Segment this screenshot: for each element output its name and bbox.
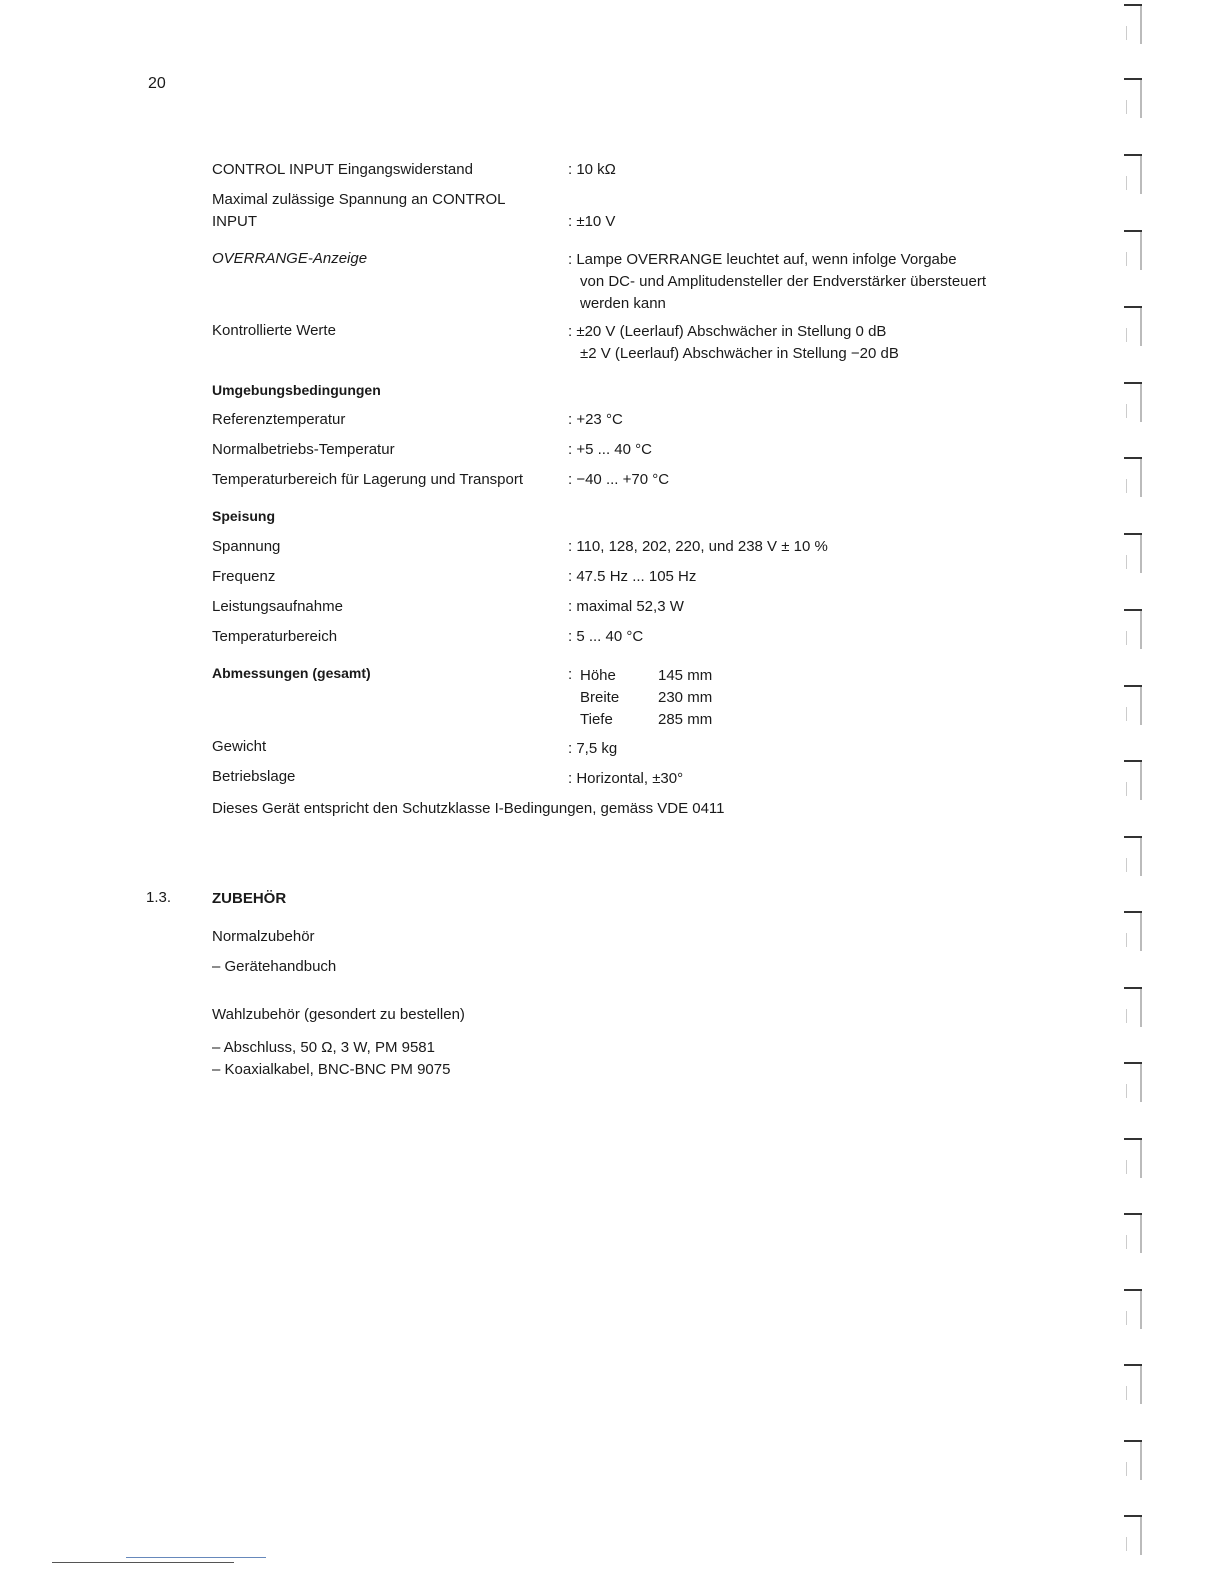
- spec-label-overrange: OVERRANGE-Anzeige: [212, 250, 368, 267]
- spec-label-controlled-values: Kontrollierte Werte: [212, 322, 336, 339]
- power-value-voltage: : 110, 128, 202, 220, und 238 V ± 10 %: [568, 538, 828, 555]
- dimension-value: 145 mm: [658, 667, 713, 684]
- dimension-value: 285 mm: [658, 711, 713, 728]
- spec-value-overrange: [568, 249, 986, 315]
- dimension-name: Breite: [580, 689, 620, 706]
- binding-mark: [1122, 306, 1146, 352]
- binding-mark: [1122, 1138, 1146, 1184]
- overrange-line-1: : Lampe OVERRANGE leuchtet auf, wenn infolge Vorgabe: [568, 251, 957, 268]
- ambient-label-storage-temp: Temperaturbereich für Lagerung und Transport: [212, 471, 524, 488]
- dimension-name: Tiefe: [580, 711, 613, 728]
- footer-rule-accent: [126, 1557, 266, 1558]
- binding-mark: [1122, 760, 1146, 806]
- spec-value-controlled-values: [568, 321, 899, 365]
- binding-mark: [1122, 1213, 1146, 1259]
- power-value-frequency: : 47.5 Hz ... 105 Hz: [568, 568, 697, 585]
- weight-label: Gewicht: [212, 738, 267, 755]
- ambient-value-ref-temp: : +23 °C: [568, 411, 623, 428]
- binding-mark: [1122, 4, 1146, 50]
- spec-label-max-voltage: Maximal zulässige Spannung an CONTROL: [212, 191, 506, 208]
- power-label-frequency: Frequenz: [212, 568, 276, 585]
- binding-mark: [1122, 1440, 1146, 1486]
- weight-value: : 7,5 kg: [568, 740, 618, 757]
- power-label-consumption: Leistungsaufnahme: [212, 598, 343, 615]
- page-number: 20: [148, 75, 166, 92]
- controlled-line-2: ±2 V (Leerlauf) Abschwächer in Stellung −20 dB: [580, 345, 899, 362]
- dimension-row-width: [580, 687, 712, 709]
- compliance-statement: Dieses Gerät entspricht den Schutzklasse I-Bedingungen, gemäss VDE 0411: [212, 800, 725, 817]
- binding-mark: [1122, 230, 1146, 276]
- binding-mark: [1122, 911, 1146, 957]
- binding-mark: [1122, 533, 1146, 579]
- overrange-line-2: von DC- und Amplitudensteller der Endverstärker übersteuert: [580, 273, 987, 290]
- section-title: ZUBEHÖR: [212, 890, 287, 907]
- position-label: Betriebslage: [212, 768, 296, 785]
- binding-mark: [1122, 685, 1146, 731]
- binding-mark: [1122, 457, 1146, 503]
- spec-label-max-voltage-cont: INPUT: [212, 213, 257, 230]
- optional-accessories-list: [212, 1037, 450, 1081]
- dimensions-prefix: :: [568, 666, 573, 683]
- power-label-temp-range: Temperaturbereich: [212, 628, 338, 645]
- binding-mark: [1122, 1364, 1146, 1410]
- power-value-temp-range: : 5 ... 40 °C: [568, 628, 644, 645]
- binding-mark: [1122, 78, 1146, 124]
- spec-value-control-input: : 10 kΩ: [568, 161, 616, 178]
- ambient-value-storage-temp: : −40 ... +70 °C: [568, 471, 670, 488]
- binding-mark: [1122, 1515, 1146, 1561]
- standard-accessories-heading: Normalzubehör: [212, 928, 315, 945]
- binding-mark: [1122, 987, 1146, 1033]
- ambient-heading: Umgebungsbedingungen: [212, 382, 381, 398]
- position-value: : Horizontal, ±30°: [568, 770, 684, 787]
- ambient-value-normal-temp: : +5 ... 40 °C: [568, 441, 652, 458]
- binding-mark: [1122, 382, 1146, 428]
- dimension-row-depth: [580, 709, 712, 731]
- overrange-line-3: werden kann: [580, 295, 666, 312]
- dimension-row-height: [580, 665, 712, 687]
- dimensions-heading: Abmessungen (gesamt): [212, 665, 371, 681]
- section-number: 1.3.: [146, 889, 172, 906]
- dimension-name: Höhe: [580, 667, 616, 684]
- optional-accessory-item: – Abschluss, 50 Ω, 3 W, PM 9581: [212, 1039, 435, 1056]
- optional-accessories-heading: Wahlzubehör (gesondert zu bestellen): [212, 1006, 465, 1023]
- dimension-value: 230 mm: [658, 689, 713, 706]
- binding-mark: [1122, 154, 1146, 200]
- binding-mark: [1122, 609, 1146, 655]
- dimensions-table: [580, 665, 712, 731]
- footer-rule: [52, 1562, 234, 1563]
- spec-value-max-voltage: : ±10 V: [568, 213, 616, 230]
- power-label-voltage: Spannung: [212, 538, 281, 555]
- ambient-label-normal-temp: Normalbetriebs-Temperatur: [212, 441, 395, 458]
- power-heading: Speisung: [212, 508, 276, 524]
- controlled-line-1: : ±20 V (Leerlauf) Abschwächer in Stellung 0 dB: [568, 323, 887, 340]
- binding-mark: [1122, 836, 1146, 882]
- binding-mark: [1122, 1062, 1146, 1108]
- ambient-label-ref-temp: Referenztemperatur: [212, 411, 346, 428]
- power-value-consumption: : maximal 52,3 W: [568, 598, 684, 615]
- binding-mark: [1122, 1289, 1146, 1335]
- optional-accessory-item: – Koaxialkabel, BNC-BNC PM 9075: [212, 1061, 451, 1078]
- standard-accessory-item: – Gerätehandbuch: [212, 958, 337, 975]
- spec-label-control-input: CONTROL INPUT Eingangswiderstand: [212, 161, 473, 178]
